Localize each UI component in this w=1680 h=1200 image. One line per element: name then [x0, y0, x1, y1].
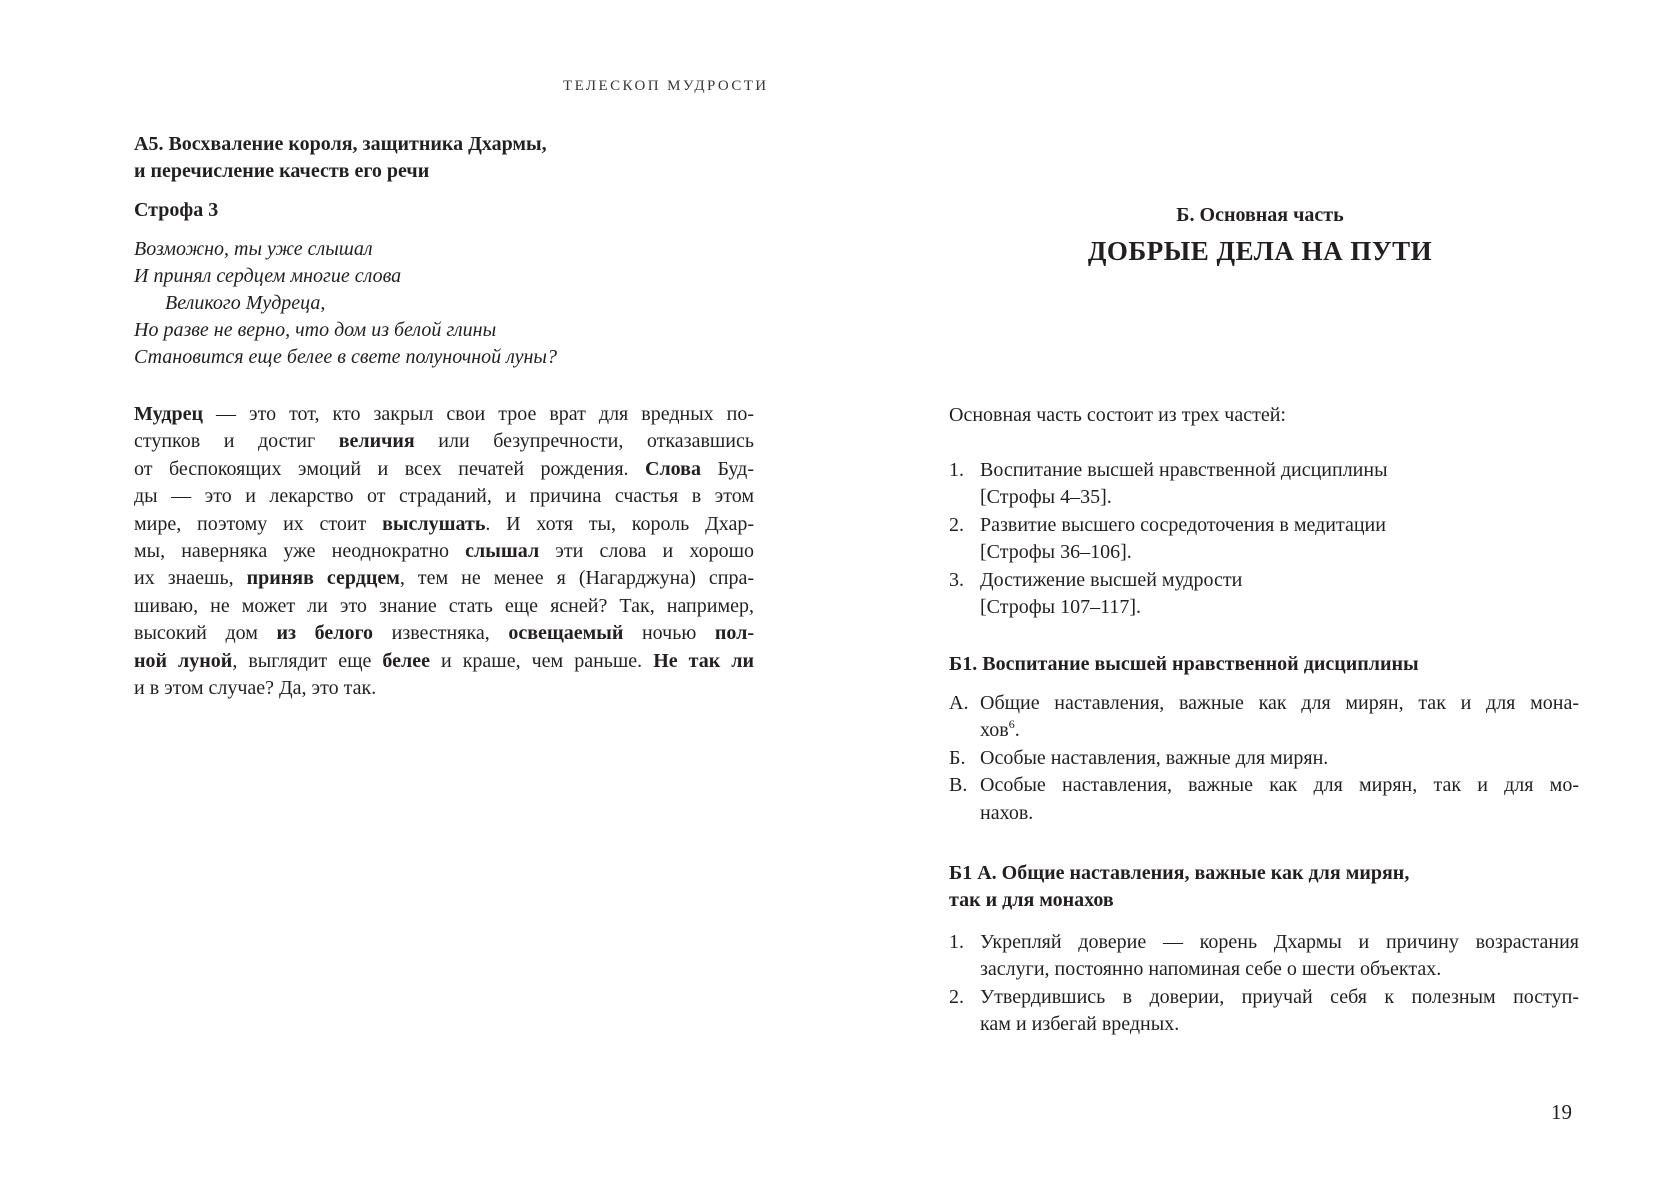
b1-list: [949, 690, 1579, 827]
heading-line: и перечисление качеств его речи: [134, 160, 430, 182]
list-number: 1.: [949, 459, 964, 481]
prose-line: [134, 620, 754, 647]
list-number: 2.: [949, 985, 964, 1008]
list-text: Развитие высшего сосредоточения в медитации: [980, 513, 1386, 536]
section-heading-b1: Б1. Воспитание высшей нравственной дисциплины: [949, 653, 1419, 675]
term-bold: выслушать: [382, 512, 486, 535]
term-bold: ной луной: [134, 649, 233, 672]
commentary-paragraph: [134, 401, 754, 702]
prose-text: шиваю, не может ли это знание стать еще ясней? Так, например,: [134, 594, 754, 617]
prose-text: и в этом случае? Да, это так.: [134, 677, 377, 700]
prose-line: [134, 428, 754, 455]
list-item: [949, 984, 1579, 1039]
prose-text: их знаешь,: [134, 567, 247, 590]
list-letter: В.: [949, 774, 968, 797]
prose-text: Буд-: [700, 457, 755, 480]
prose-line: [134, 401, 754, 428]
list-ref: [Строфы 4–35].: [980, 486, 1112, 509]
verse-line: Возможно, ты уже слышал: [134, 238, 373, 260]
list-text: Особые наставления, важные для мирян.: [980, 746, 1329, 769]
prose-line: [134, 675, 754, 702]
prose-text: и краше, чем раньше.: [429, 649, 654, 672]
prose-text: , выглядит еще: [232, 649, 383, 672]
list-item: [949, 567, 1579, 622]
list-text: [980, 717, 1579, 744]
term-bold: величия: [338, 430, 415, 453]
list-text-part: хов: [980, 719, 1009, 742]
verse-line: Великого Мудреца,: [165, 292, 326, 314]
prose-text: мире, поэтому их стоит: [134, 512, 383, 535]
footnote-mark[interactable]: 6: [1008, 717, 1015, 732]
section-title: ДОБРЫЕ ДЕЛА НА ПУТИ: [1087, 236, 1433, 266]
intro-text: Основная часть состоит из трех частей:: [949, 404, 1286, 426]
right-page: [840, 0, 1680, 1200]
prose-text: ступков и достиг: [134, 430, 339, 453]
term-bold: слышал: [465, 540, 540, 563]
term-bold: из белого: [276, 622, 374, 645]
list-item: [949, 772, 1579, 827]
running-head: ТЕЛЕСКОП МУДРОСТИ: [563, 78, 769, 94]
list-text: нахов.: [980, 801, 1034, 824]
prose-line: [134, 511, 754, 538]
list-text: Утвердившись в доверии, приучай себя к полезным поступ-: [980, 985, 1579, 1008]
list-text: заслуги, постоянно напоминая себе о шести объектах.: [980, 958, 1442, 981]
heading-line: Б1 А. Общие наставления, важные как для мирян,: [949, 862, 1410, 884]
list-item: [949, 745, 1579, 772]
verse-line: Становится еще белее в свете полуночной луны?: [134, 346, 557, 368]
verse-block: [134, 236, 774, 371]
list-ref: [Строфы 107–117].: [980, 596, 1142, 619]
parts-list: [949, 457, 1579, 621]
prose-text: , тем не менее я (Нагарджуна) спра-: [399, 567, 754, 590]
list-text: Общие наставления, важные как для мирян, так и для мона-: [980, 692, 1579, 714]
list-item: [949, 512, 1579, 567]
term-bold: пол-: [714, 622, 754, 645]
prose-line: [134, 565, 754, 592]
heading-line: так и для монахов: [949, 889, 1114, 911]
term-bold: Мудрец: [134, 403, 203, 425]
list-text-part: .: [1014, 719, 1020, 742]
term-bold: приняв сердцем: [246, 567, 400, 590]
list-text: Особые наставления, важные как для мирян, так и для мо-: [980, 774, 1579, 797]
list-text: Укрепляй доверие — корень Дхармы и причину возрастания: [980, 931, 1579, 953]
section-label: Б. Основная часть: [1176, 204, 1344, 226]
term-bold: освещаемый: [508, 622, 624, 645]
list-text: Воспитание высшей нравственной дисциплины: [980, 459, 1388, 481]
prose-text: . И хотя ты, король Дхар-: [485, 512, 754, 535]
prose-line: [134, 593, 754, 620]
list-number: 2.: [949, 513, 964, 536]
list-item: [949, 690, 1579, 745]
prose-text: ночью: [623, 622, 715, 645]
prose-text: или безупречности, отказавшись: [414, 430, 754, 453]
list-text: кам и избегай вредных.: [980, 1013, 1180, 1036]
verse-line: И принял сердцем многие слова: [134, 265, 402, 287]
term-bold: белее: [382, 649, 430, 672]
section-heading-b1a: [949, 860, 1409, 914]
prose-text: от беспокоящих эмоций и всех печатей рождения.: [134, 457, 645, 480]
list-letter: Б.: [949, 746, 966, 769]
prose-line: [134, 648, 754, 675]
term-bold: Не так ли: [653, 649, 754, 672]
term-bold: Слова: [645, 457, 701, 480]
list-item: [949, 457, 1579, 512]
prose-text: мы, наверняка уже неоднократно: [134, 540, 466, 563]
prose-text: ды — это и лекарство от страданий, и причина счастья в этом: [134, 485, 754, 508]
b1a-list: [949, 929, 1579, 1039]
list-text: Достижение высшей мудрости: [980, 568, 1243, 591]
list-number: 1.: [949, 931, 964, 953]
prose-line: [134, 538, 754, 565]
list-letter: А.: [949, 692, 969, 714]
prose-text: эти слова и хорошо: [539, 540, 754, 563]
prose-text: известняка,: [373, 622, 509, 645]
list-item: [949, 929, 1579, 984]
section-heading-a5: [134, 131, 774, 185]
list-ref: [Строфы 36–106].: [980, 541, 1132, 564]
heading-line: А5. Восхваление короля, защитника Дхармы,: [134, 133, 547, 155]
prose-text: высокий дом: [134, 622, 277, 645]
stanza-title: Строфа 3: [134, 199, 219, 221]
prose-line: [134, 483, 754, 510]
prose-text: — это тот, кто закрыл свои трое врат для вредных по-: [203, 403, 754, 425]
page-number: 19: [1551, 1100, 1572, 1124]
prose-line: [134, 456, 754, 483]
verse-line: Но разве не верно, что дом из белой глины: [134, 319, 497, 341]
list-number: 3.: [949, 568, 964, 591]
